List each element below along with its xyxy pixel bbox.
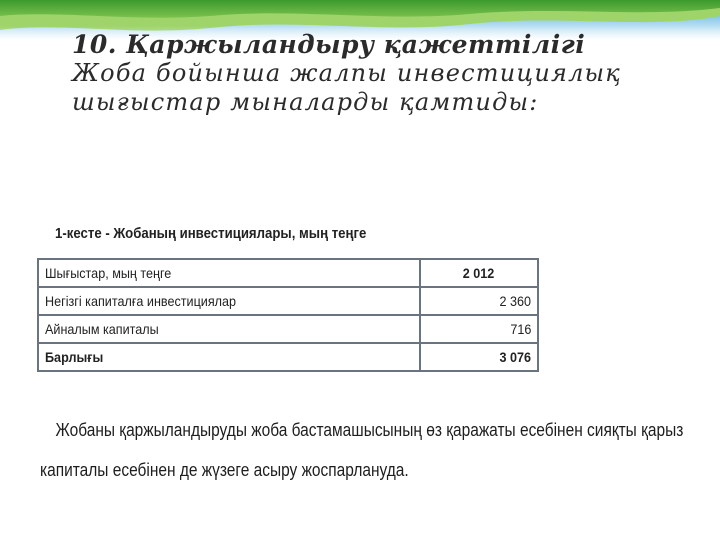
slide-heading: [72, 30, 692, 117]
row-value-cell: [420, 287, 538, 315]
row-label: Негізгі капиталға инвестициялар: [45, 293, 237, 309]
heading-line-3: шығыстар мыналарды қамтиды:: [72, 88, 539, 116]
investment-table: [37, 258, 539, 372]
heading-line-2: Жоба бойынша жалпы инвестициялық: [72, 59, 622, 87]
financing-paragraph: [40, 410, 700, 490]
table-header-row: [38, 259, 538, 287]
header-label: Шығыстар, мың теңге: [45, 265, 172, 281]
header-value: 2 012: [463, 265, 495, 281]
row-label-cell: [38, 315, 420, 343]
total-label: Барлығы: [45, 349, 104, 365]
total-label-cell: [38, 343, 420, 371]
row-value-cell: [420, 315, 538, 343]
table-row: [38, 287, 538, 315]
row-label: Айналым капиталы: [45, 321, 159, 337]
row-value: 716: [509, 321, 531, 337]
paragraph-line-2: капиталы есебінен де жүзеге асыру жоспарлануда.: [40, 460, 409, 480]
table-row: [38, 315, 538, 343]
row-value: 2 360: [499, 293, 531, 309]
table-total-row: [38, 343, 538, 371]
total-value-cell: [420, 343, 538, 371]
header-label-cell: [38, 259, 420, 287]
header-value-cell: [420, 259, 538, 287]
total-value: 3 076: [499, 349, 531, 365]
paragraph-line-1: Жобаны қаржыландыруды жоба бастамашысының өз қаражаты есебінен сияқты қарыз: [55, 420, 684, 440]
heading-title: 10. Қаржыландыру қажеттілігі: [72, 30, 586, 59]
row-label-cell: [38, 287, 420, 315]
table-caption: 1-кесте - Жобаның инвестициялары, мың теңге: [55, 225, 367, 242]
